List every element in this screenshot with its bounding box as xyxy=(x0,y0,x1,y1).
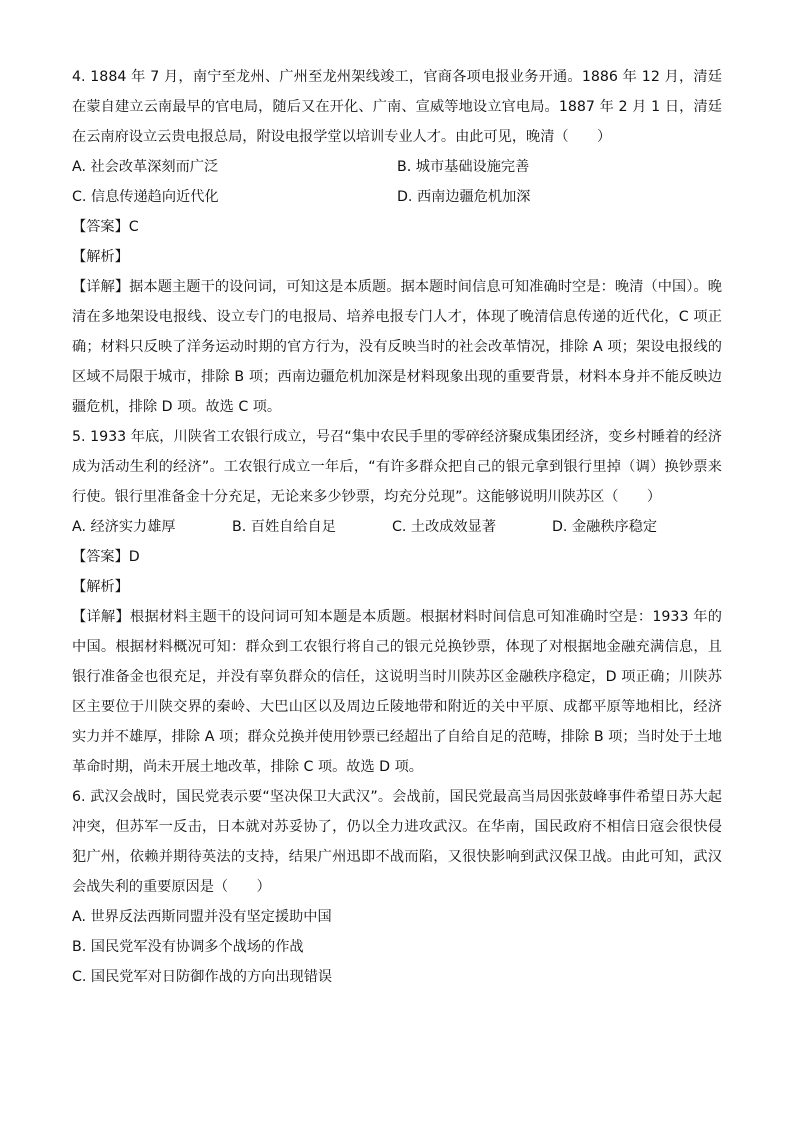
question-6-option-a: A. 世界反法西斯同盟并没有坚定援助中国 xyxy=(72,909,332,925)
option-a: A. 社会改革深刻而广泛 xyxy=(72,159,219,175)
question-5-stem: 5. 1933 年底，川陕省工农银行成立，号召“集中农民手里的零碎经济聚成集团经济，变乡村睡着的经济成为活动生利的经济”。工农银行成立一年后，“有许多群众把自己的银元拿到银行里掉（调）换钞票来行使。银行里准备金十分充足，无论来多少钞票，均充分兑现”。这能够说明川陕苏区（ ） xyxy=(72,429,722,505)
question-6-option-c: C. 国民党军对日防御作战的方向出现错误 xyxy=(72,969,333,985)
question-4-answer: 【答案】C xyxy=(72,219,139,235)
question-6-option-b: B. 国民党军没有协调多个战场的作战 xyxy=(72,939,304,955)
question-5-analysis-label: 【解析】 xyxy=(72,579,129,595)
document-page xyxy=(72,62,722,992)
option-c: C. 信息传递趋向近代化 xyxy=(72,189,219,205)
option-d: D. 西南边疆危机加深 xyxy=(397,189,531,205)
question-6-stem: 6. 武汉会战时，国民党表示要“坚决保卫大武汉”。会战前，国民党最高当局因张鼓峰事件希望日苏大起冲突，但苏军一反击，日本就对苏妥协了，仍以全力进攻武汉。在华南，国民政府不相信日寇会很快侵犯广州，依赖并期待英法的支持，结果广州迅即不战而陷，又很快影响到武汉保卫战。由此可知，武汉会战失利的重要原因是（ ） xyxy=(72,789,722,895)
question-4-options-row-1 xyxy=(72,152,722,182)
question-4-analysis-label: 【解析】 xyxy=(72,249,129,265)
question-4-stem: 4. 1884 年 7 月，南宁至龙州、广州至龙州架线竣工，官商各项电报业务开通。1886 年 12 月，清廷在蒙自建立云南最早的官电局，随后又在开化、广南、宣威等地设立官电局。1887 年 2 月 1 日，清廷在云南府设立云贵电报总局，附设电报学堂以培训专业人才。由此可见，晚清（ ） xyxy=(72,69,722,145)
question-5-detail: 【详解】根据材料主题干的设问词可知本题是本质题。根据材料时间信息可知准确时空是：1933 年的中国。根据材料概况可知：群众到工农银行将自己的银元兑换钞票，体现了对根据地金融充满信息，且银行准备金也很充足，并没有辜负群众的信任，这说明当时川陕苏区金融秩序稳定，D 项正确；川陕苏区主要位于川陕交界的秦岭、大巴山区以及周边丘陵地带和附近的关中平原、成都平原等地相比，经济实力并不雄厚，排除 A 项；群众兑换并使用钞票已经超出了自给自足的范畴，排除 B 项；当时处于土地革命时期，尚未开展土地改革，排除 C 项。故选 D 项。 xyxy=(72,609,722,775)
question-4-options-row-2 xyxy=(72,182,722,212)
question-4-detail: 【详解】据本题主题干的设问词，可知这是本质题。据本题时间信息可知准确时空是：晚清（中国）。晚清在多地架设电报线、设立专门的电报局、培养电报专门人才，体现了晚清信息传递的近代化，C 项正确；材料只反映了洋务运动时期的官方行为，没有反映当时的社会改革情况，排除 A 项；架设电报线的区域不局限于城市，排除 B 项；西南边疆危机加深是材料现象出现的重要背景，材料本身并不能反映边疆危机，排除 D 项。故选 C 项。 xyxy=(72,279,722,415)
option-d: D. 金融秩序稳定 xyxy=(552,519,658,535)
question-5-options xyxy=(72,512,722,542)
option-c: C. 土改成效显著 xyxy=(392,519,497,535)
option-a: A. 经济实力雄厚 xyxy=(72,519,176,535)
option-b: B. 百姓自给自足 xyxy=(232,519,336,535)
option-b: B. 城市基础设施完善 xyxy=(397,159,530,175)
question-5-answer: 【答案】D xyxy=(72,549,140,565)
